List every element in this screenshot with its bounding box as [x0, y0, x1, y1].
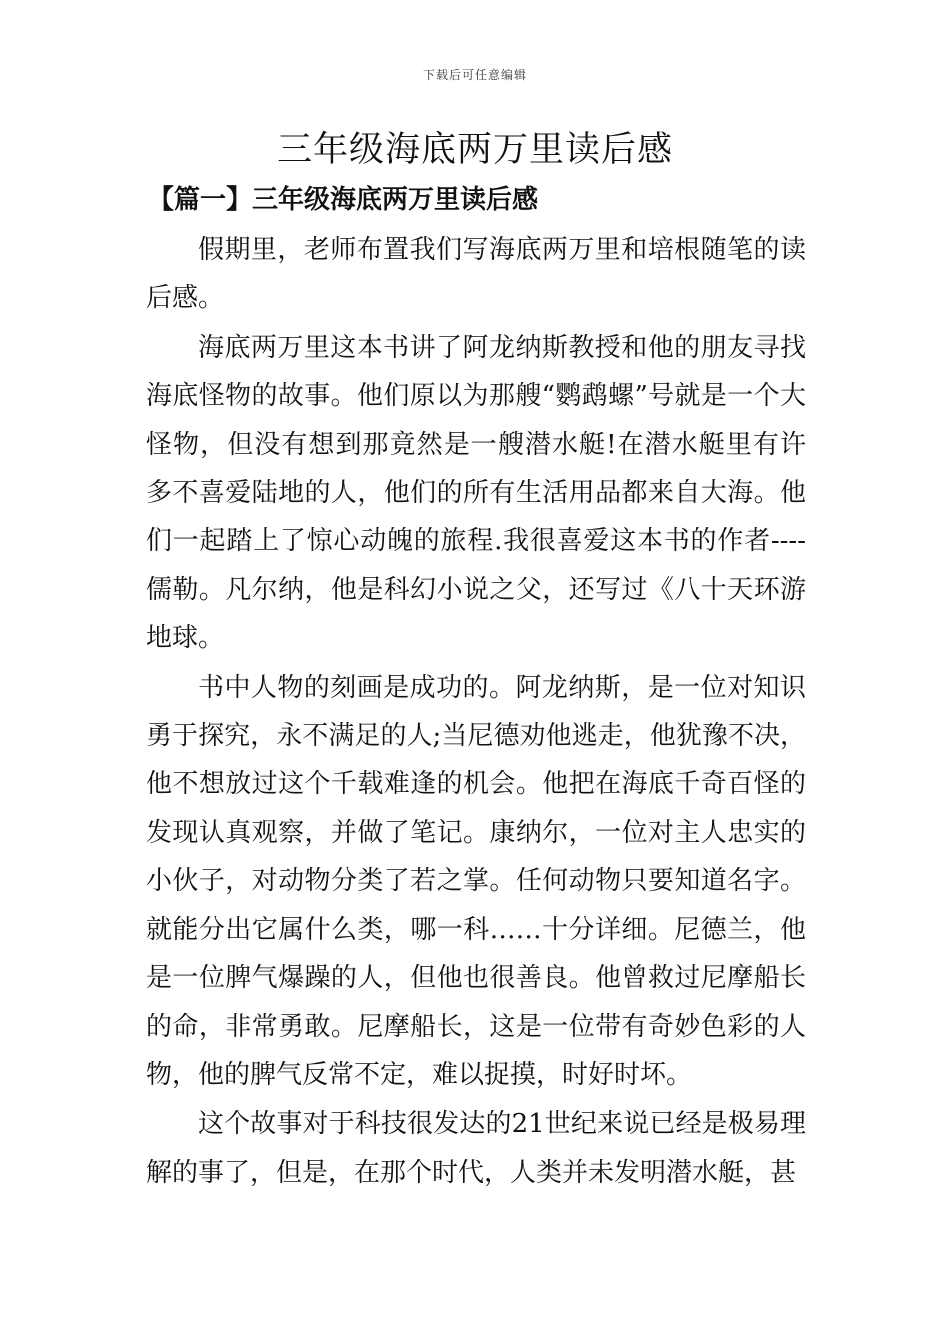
paragraph: 海底两万里这本书讲了阿龙纳斯教授和他的朋友寻找海底怪物的故事。他们原以为那艘“鹦鹉螺”号就是一个大怪物，但没有想到那竟然是一艘潜水艇!在潜水艇里有许多不喜爱陆地的人，他们的所有生活用品都来自大海。他们一起踏上了惊心动魄的旅程.我很喜爱这本书的作者----儒勒。凡尔纳，他是科幻小说之父，还写过《八十天环游地球。: [146, 332, 806, 654]
document-title: 三年级海底两万里读后感: [276, 130, 673, 170]
paragraph: 书中人物的刻画是成功的。阿龙纳斯，是一位对知识勇于探究，永不满足的人;当尼德劝他逃走，他犹豫不决，他不想放过这个千载难逢的机会。他把在海底千奇百怪的发现认真观察，并做了笔记。康纳尔，一位对主人忠实的小伙子，对动物分类了若之掌。任何动物只要知道名字。就能分出它属什么类，哪一科……十分详细。尼德兰，他是一位脾气爆躁的人，但他也很善良。他曾救过尼摩船长的命，非常勇敢。尼摩船长，这是一位带有奇妙色彩的人物，他的脾气反常不定，难以捉摸，时好时坏。: [146, 672, 806, 1090]
paragraph: 假期里，老师布置我们写海底两万里和培根随笔的读后感。: [146, 235, 806, 314]
header-note: 下载后可任意编辑: [422, 68, 527, 82]
paragraph: 这个故事对于科技很发达的21世纪来说已经是极易理解的事了，但是，在那个时代，人类并未发明潜水艇，甚: [146, 1109, 806, 1188]
document-body: [146, 226, 806, 1198]
section-heading: 【篇一】三年级海底两万里读后感: [148, 185, 539, 215]
